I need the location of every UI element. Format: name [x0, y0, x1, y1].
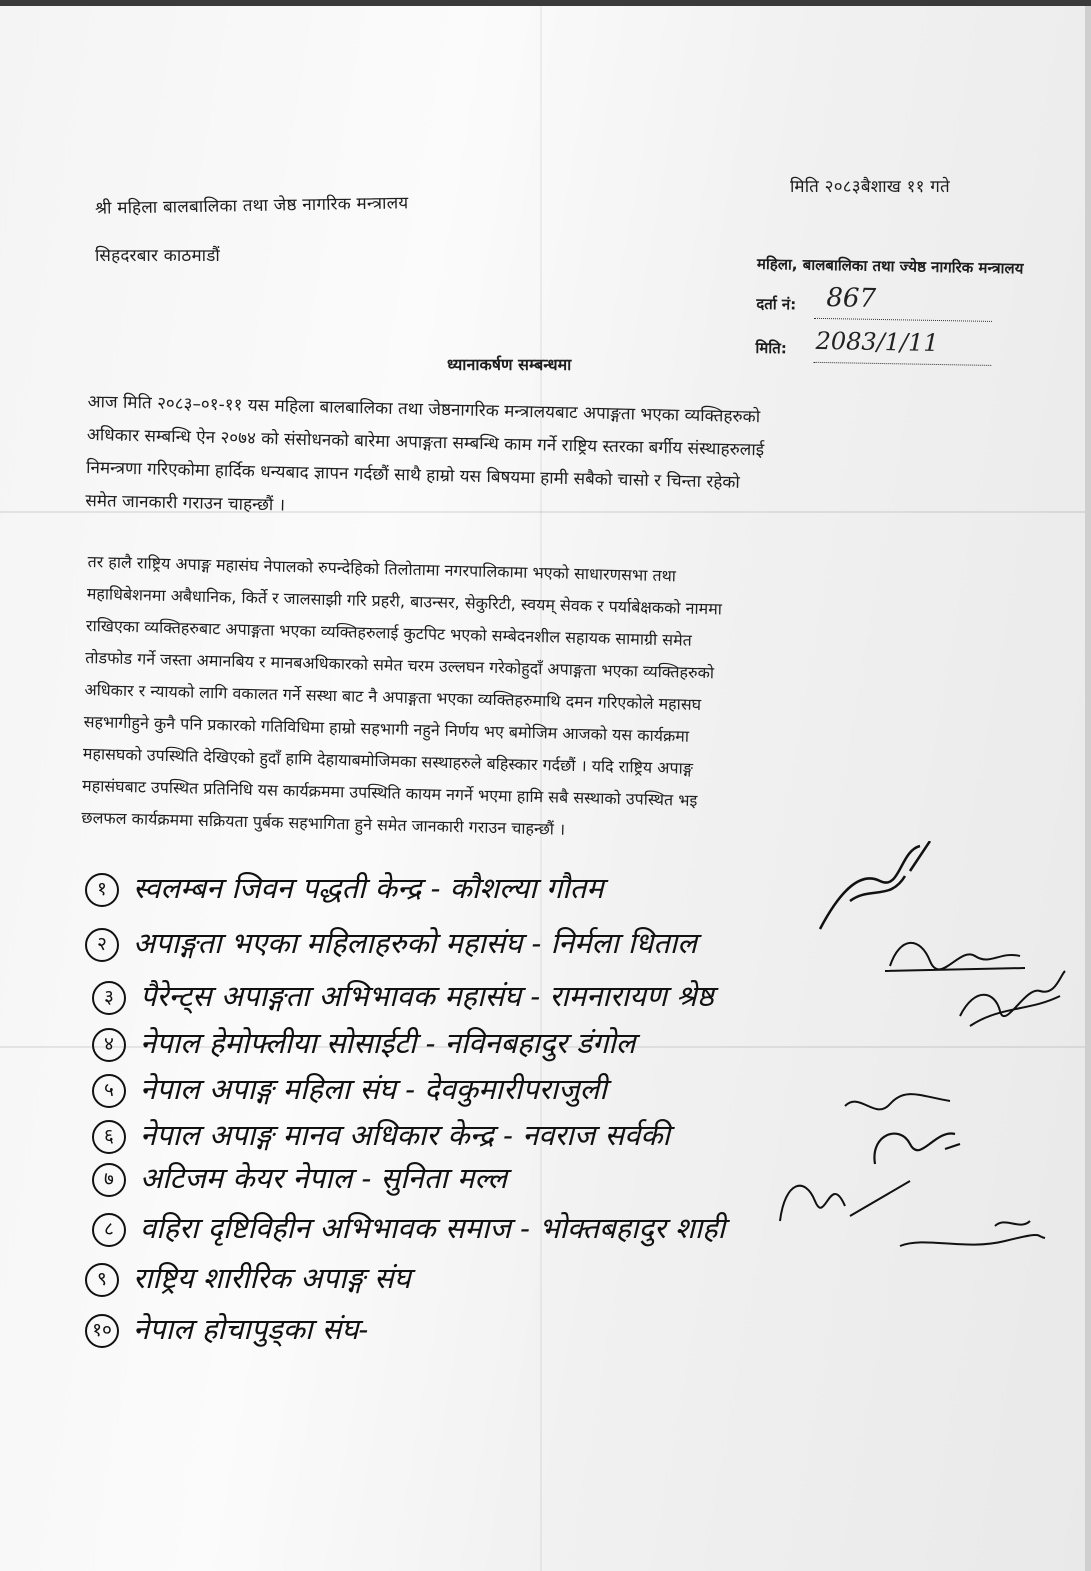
item-number: २ [85, 928, 119, 962]
signature [950, 966, 1075, 1036]
org-entry: नेपाल अपाङ्ग महिला संघ - देवकुमारीपराजुली [140, 1072, 607, 1106]
org-list-item [92, 1158, 507, 1197]
item-number: ९ [85, 1263, 119, 1297]
paragraph-line: छलफल कार्यक्रममा सक्रियता पुर्बक सहभागिता हुने समेत जानकारी गराउन चाहन्छौं । [81, 807, 566, 839]
signature [895, 1216, 1055, 1261]
org-list-item [92, 1115, 670, 1154]
org-entry: नेपाल होचापुड्का संघ- [133, 1312, 369, 1346]
paragraph-line: महासघको उपस्थिति देखिएको हुदाँ हामि देहायाबमोजिमका सस्थाहरुले बहिस्कार गर्दछौं । यदि राष्ट्रिय अपाङ्ग [82, 743, 694, 778]
org-entry: अपाङ्गता भएका महिलाहरुको महासंघ - निर्मला धिताल [133, 926, 697, 960]
stamp-reg-line [814, 317, 992, 322]
paragraph-line: निमन्त्रणा गरिएकोमा हार्दिक धन्यबाद ज्ञापन गर्दछौं साथै हाम्रो यस बिषयमा हामी सबैको चासो र चिन्ता रहेको [85, 457, 741, 493]
recipient-address: सिहदरबार काठमाडौं [95, 246, 220, 266]
stamp-office: महिला, बालबालिका तथा ज्येष्ठ नागरिक मन्त्रालय [756, 254, 1024, 278]
paragraph-line: आज मिति २०८३–०१-११ यस महिला बालबालिका तथा जेष्ठनागरिक मन्त्रालयबाट अपाङ्गता भएका व्यक्तिहरुको [87, 391, 761, 428]
org-list-item [85, 1309, 368, 1348]
stamp-reg-label: दर्ता नं: [756, 294, 797, 314]
org-list-item [92, 976, 714, 1015]
paragraph-line: महाधिबेशनमा अबैधानिक, किर्ते र जालसाझी गरि प्रहरी, बाउन्सर, सेकुरिटी, स्वयम् सेवक र पर्याबेक्षकको नाममा [86, 583, 723, 619]
registration-stamp [755, 254, 1024, 388]
paragraph-line: अधिकार र न्यायको लागि वकालत गर्ने सस्था बाट नै अपाङ्गता भएका व्यक्तिहरुमाथि दमन गरिएकोले महासघ [84, 679, 702, 715]
recipient-line: श्री महिला बालबालिका तथा जेष्ठ नागरिक मन्त्रालय [94, 193, 409, 219]
item-number: ७ [92, 1163, 126, 1197]
org-list-item [85, 923, 697, 962]
item-number: १० [85, 1314, 119, 1348]
org-list-item [85, 868, 604, 907]
org-list-item [85, 1258, 411, 1297]
stamp-reg-value: 867 [826, 283, 877, 314]
stamp-date-label: मिति: [755, 338, 787, 358]
org-entry: पैरेन्ट्स अपाङ्गता अभिभावक महासंघ - रामनारायण श्रेष्ठ [140, 979, 714, 1013]
item-number: ८ [92, 1213, 126, 1247]
item-number: ६ [92, 1120, 126, 1154]
item-number: ५ [92, 1074, 126, 1108]
paragraph-line: राखिएका व्यक्तिहरुबाट अपाङ्गता भएका व्यक्तिहरुलाई कुटपिट भएको सम्बेदनशील सहायक सामाग्री समेत [85, 615, 692, 650]
item-number: ४ [92, 1028, 126, 1062]
paragraph-line: सहभागीहुने कुनै पनि प्रकारको गतिविधिमा हाम्रो सहभागी नहुने निर्णय भए बमोजिम आजको यस कार्यक्रमा [83, 711, 690, 746]
paragraph-line: तर हालै राष्ट्रिय अपाङ्ग महासंघ नेपालको रुपन्देहिको तिलोतामा नगरपालिकामा भएको साधारणसभा तथा [87, 551, 677, 586]
org-entry: नेपाल हेमोफ्लीया सोसाईटी - नविनबहादुर डंगोल [140, 1026, 636, 1060]
stamp-date-value: 2083/1/11 [815, 326, 939, 358]
stamp-date-line [813, 361, 991, 366]
org-entry: अटिजम केयर नेपाल - सुनिता मल्ल [140, 1161, 508, 1195]
org-entry: स्वलम्बन जिवन पद्धती केन्द्र - कौशल्या गौतम [133, 871, 604, 905]
org-list-item [92, 1208, 725, 1247]
paragraph-1 [85, 386, 765, 533]
signature [860, 1114, 970, 1174]
item-number: ३ [92, 981, 126, 1015]
org-entry: वहिरा दृष्टिविहीन अभिभावक समाज - भोक्तबहादुर शाही [140, 1211, 726, 1245]
org-list-item [92, 1023, 635, 1062]
letter-date: मिति २०८३बैशाख ११ गते [790, 177, 950, 197]
paragraph-line: समेत जानकारी गराउन चाहन्छौं । [85, 490, 286, 516]
org-entry: नेपाल अपाङ्ग मानव अधिकार केन्द्र - नवराज सर्वकी [140, 1118, 671, 1152]
org-list-item [92, 1069, 607, 1108]
signature [810, 841, 940, 936]
paragraph-line: महासंघबाट उपस्थित प्रतिनिधि यस कार्यक्रममा उपस्थिति कायम नगर्ने भएमा हामि सबै सस्थाको उपस्थित भइ [81, 775, 698, 810]
paragraph-line: तोडफोड गर्ने जस्ता अमानबिय र मानबअधिकारको समेत चरम उल्लघन गरेकोहुदाँ अपाङ्गता भएका व्यक्तिहरुको [85, 647, 715, 683]
item-number: १ [85, 873, 119, 907]
paragraph-2 [81, 546, 723, 849]
paragraph-line: अधिकार सम्बन्धि ऐन २०७४ को संसोधनको बारेमा अपाङ्गता सम्बन्धि काम गर्ने राष्ट्रिय स्तरका बर्गीय संस्थाहरुलाई [86, 424, 765, 461]
letter-paper [0, 6, 1085, 1571]
org-entry: राष्ट्रिय शारीरिक अपाङ्ग संघ [133, 1261, 411, 1295]
subject-heading: ध्यानाकर्षण सम्बन्धमा [447, 355, 572, 374]
